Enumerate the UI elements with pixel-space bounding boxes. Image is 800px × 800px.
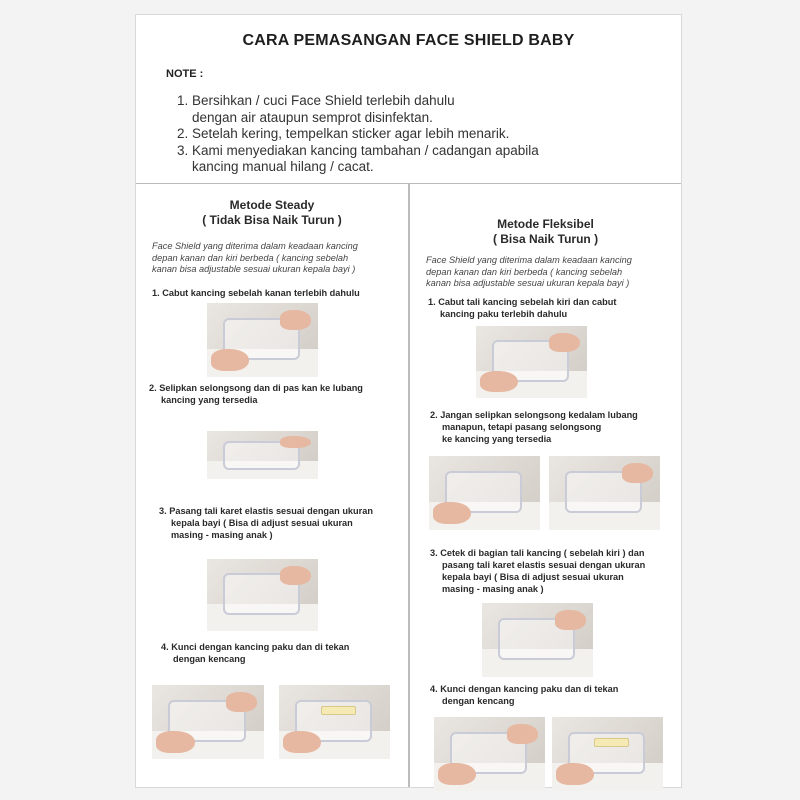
step-line: kepala bayi ( Bisa di adjust sesuai ukuran bbox=[442, 572, 624, 582]
step-line: 3. Cetek di bagian tali kancing ( sebelah kiri ) dan bbox=[430, 548, 645, 558]
method-intro bbox=[152, 241, 358, 276]
note-line: Bersihkan / cuci Face Shield terlebih dahulu bbox=[192, 93, 455, 108]
note-number: 3. bbox=[177, 142, 189, 158]
note-item bbox=[177, 143, 617, 176]
step-4-photo-a bbox=[152, 685, 264, 759]
step-line: masing - masing anak ) bbox=[171, 530, 273, 540]
note-item bbox=[177, 126, 617, 143]
step-2 bbox=[430, 409, 638, 445]
step-1-photo bbox=[476, 326, 587, 398]
step-line: kepala bayi ( Bisa di adjust sesuai ukuran bbox=[171, 518, 353, 528]
step-line: pasang tali karet elastis sesuai dengan ukuran bbox=[442, 560, 646, 570]
step-line: dengan kencang bbox=[442, 696, 515, 706]
note-item bbox=[177, 93, 617, 126]
method-title: Metode Fleksibel bbox=[497, 217, 594, 231]
step-4-photo-b bbox=[552, 717, 663, 791]
method-title: Metode Steady bbox=[229, 198, 315, 212]
step-2-photo-a bbox=[429, 456, 540, 530]
instruction-sheet bbox=[135, 14, 682, 788]
step-3 bbox=[430, 547, 645, 595]
method-steady-column bbox=[136, 183, 408, 787]
note-number: 1. bbox=[177, 93, 189, 108]
step-line: dengan kencang bbox=[173, 654, 246, 664]
step-line: kancing paku terlebih dahulu bbox=[440, 309, 568, 319]
step-4-photo-b bbox=[279, 685, 390, 759]
step-line: 4. Kunci dengan kancing paku dan di tekan bbox=[430, 684, 619, 694]
note-list bbox=[177, 93, 617, 176]
method-subtitle: ( Bisa Naik Turun ) bbox=[492, 231, 599, 246]
step-3-photo bbox=[207, 559, 318, 631]
method-intro bbox=[426, 255, 632, 290]
step-4-photo-a bbox=[434, 717, 545, 791]
method-flexible-heading bbox=[410, 217, 681, 246]
step-line: masing - masing anak ) bbox=[442, 584, 544, 594]
step-4 bbox=[161, 641, 349, 665]
step-1 bbox=[428, 296, 616, 320]
step-line: 2. Jangan selipkan selongsong kedalam lubang bbox=[430, 410, 638, 420]
page-title: CARA PEMASANGAN FACE SHIELD BABY bbox=[242, 32, 575, 49]
intro-line: depan kanan dan kiri berbeda ( kancing sebelah bbox=[426, 266, 623, 277]
note-line: dengan air ataupun semprot disinfektan. bbox=[192, 109, 433, 125]
step-2-photo-b bbox=[549, 456, 660, 530]
note-line: kancing manual hilang / cacat. bbox=[192, 159, 374, 174]
step-2 bbox=[149, 382, 363, 406]
intro-line: kanan bisa adjustable sesuai ukuran kepala bayi ) bbox=[152, 264, 356, 274]
step-line: 2. Selipkan selongsong dan di pas kan ke lubang bbox=[149, 383, 363, 393]
step-2-photo bbox=[207, 431, 318, 479]
step-1 bbox=[152, 287, 360, 299]
method-subtitle: ( Tidak Bisa Naik Turun ) bbox=[202, 212, 342, 227]
step-line: 1. Cabut tali kancing sebelah kiri dan cabut bbox=[428, 297, 617, 307]
step-4 bbox=[430, 683, 618, 707]
note-label: NOTE : bbox=[166, 68, 204, 80]
intro-line: Face Shield yang diterima dalam keadaan kancing bbox=[152, 241, 358, 251]
intro-line: depan kanan dan kiri berbeda ( kancing sebelah bbox=[152, 252, 349, 263]
step-line: 4. Kunci dengan kancing paku dan di tekan bbox=[161, 642, 350, 652]
note-number: 2. bbox=[177, 126, 189, 141]
note-line: Kami menyediakan kancing tambahan / cadangan apabila bbox=[192, 142, 539, 158]
intro-line: kanan bisa adjustable sesuai ukuran kepala bayi ) bbox=[426, 278, 630, 288]
step-3-photo bbox=[482, 603, 593, 677]
method-steady-heading bbox=[136, 198, 408, 227]
step-line: 3. Pasang tali karet elastis sesuai dengan ukuran bbox=[159, 506, 373, 516]
step-line: manapun, tetapi pasang selongsong bbox=[442, 422, 602, 432]
intro-line: Face Shield yang diterima dalam keadaan kancing bbox=[426, 255, 632, 265]
step-line: 1. Cabut kancing sebelah kanan terlebih dahulu bbox=[152, 288, 360, 298]
note-line: Setelah kering, tempelkan sticker agar lebih menarik. bbox=[192, 126, 510, 141]
step-1-photo bbox=[207, 303, 318, 377]
step-3 bbox=[159, 505, 373, 541]
method-flexible-column bbox=[410, 183, 681, 787]
step-line: ke kancing yang tersedia bbox=[442, 434, 552, 444]
step-line: kancing yang tersedia bbox=[161, 395, 258, 405]
